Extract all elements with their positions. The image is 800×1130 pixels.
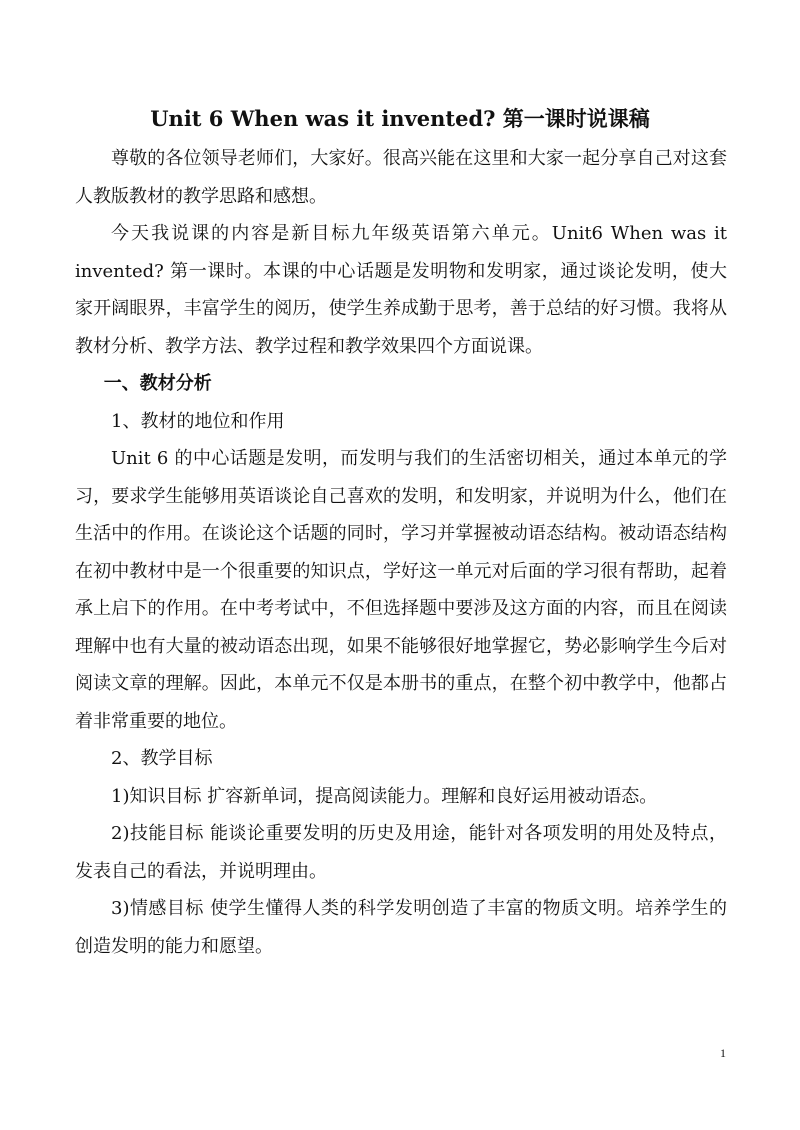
paragraph-greeting: 尊敬的各位领导老师们，大家好。很高兴能在这里和大家一起分享自己对这套人教版教材的教学思路和感想。 [75,148,727,207]
document-body [75,140,727,965]
paragraph-intro: 今天我说课的内容是新目标九年级英语第六单元。Unit6 When was it invented? 第一课时。本课的中心话题是发明物和发明家，通过谈论发明，使大家开阔眼界，丰富学生的阅历，使学生养成勤于思考，善于总结的好习惯。我将从教材分析、教学方法、教学过程和教学效果四个方面说课。 [75,223,727,357]
paragraph-knowledge-goal: 1)知识目标 扩容新单词，提高阅读能力。理解和良好运用被动语态。 [111,785,658,807]
paragraph-emotion-goal: 3)情感目标 使学生懂得人类的科学发明创造了丰富的物质文明。培养学生的创造发明的能力和愿望。 [75,898,727,957]
page-title: Unit 6 When was it invented? 第一课时说课稿 [150,106,650,131]
page-number: 1 [720,1046,726,1060]
subsection-heading-position: 1、教材的地位和作用 [111,410,285,432]
section-heading: 一、教材分析 [103,373,212,394]
paragraph-skill-goal: 2)技能目标 能谈论重要发明的历史及用途，能针对各项发明的用处及特点，发表自己的看法，并说明理由。 [75,823,727,882]
subsection-heading-goals: 2、教学目标 [111,748,213,769]
paragraph-position: Unit 6 的中心话题是发明，而发明与我们的生活密切相关，通过本单元的学习，要求学生能够用英语谈论自己喜欢的发明，和发明家，并说明为什么，他们在生活中的作用。在谈论这个话题的同时，学习并掌握被动语态结构。被动语态结构在初中教材中是一个很重要的知识点，学好这一单元对后面的学习很有帮助，起着承上启下的作用。在中考考试中，不但选择题中要涉及这方面的内容，而且在阅读理解中也有大量的被动语态出现，如果不能够很好地掌握它，势必影响学生今后对阅读文章的理解。因此，本单元不仅是本册书的重点，在整个初中教学中，他都占着非常重要的地位。 [75,448,727,732]
